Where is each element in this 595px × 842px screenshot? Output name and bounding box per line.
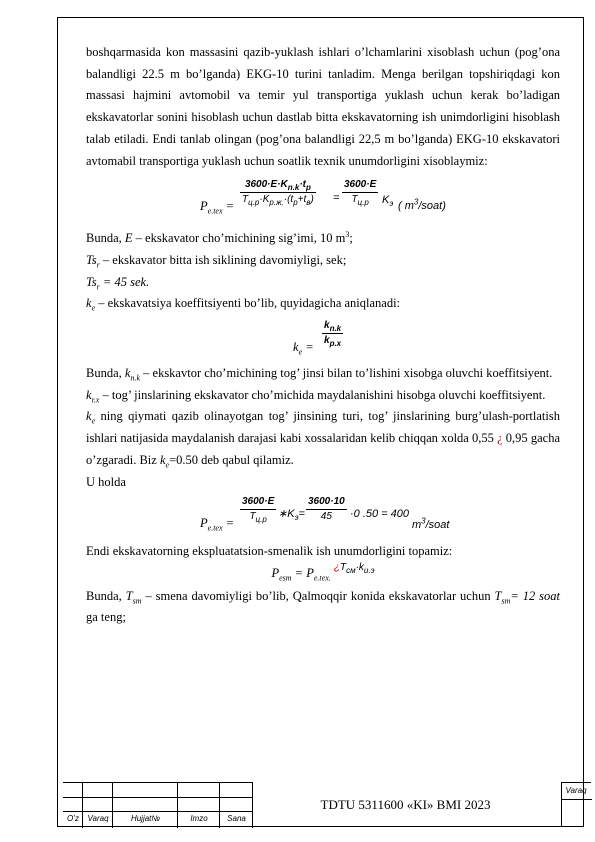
paragraph-knk: Bunda, $k_{n.k}$ – ekskavtor cho’michining tog’ jinsi bilan to’lishini xisobga oluvchi koeffitsiyent.	[86, 366, 553, 383]
document-body	[86, 42, 560, 629]
label-sana: Sana	[227, 814, 246, 823]
formula1-fraction1: $3600\cdot E\cdot K_{n.k}\cdot t_p$ $T_{ц.р}\cdot K_{p.ж.}\cdot(t_p+t_в)$	[242, 179, 314, 208]
title-block-grid	[63, 782, 253, 828]
formula-hourly-productivity: $P_{e.tex}$ = $3600\cdot E\cdot K_{n.k}\cdot t_p$ $T_{ц.р}\cdot K_{p.ж.}\cdot(t_p+t_в)$ = 3600·E $T_{ц.р}$ $K_э$ ( $m^3/soat$)	[86, 172, 560, 228]
paragraph-krx: $k_{r.x}$ – tog’ jinslarining ekskavator cho’michida maydalanishini hisobga oluvchi koeffitsiyent.	[86, 387, 546, 405]
formula3-fraction1: 3600·E $T_{ц.р}$	[242, 496, 275, 525]
label-oz: O’z	[67, 814, 79, 823]
line-endi: Endi ekskavatorning ekspluatatsion-smenalik ish unumdorligini topamiz:	[86, 544, 453, 559]
paragraph-intro: boshqarmasida kon massasini qazib-yuklash ishlari o’lchamlarini xisoblash uchun (pog’ona balandligi 22.5 m bo’lganda) EKG-10 turini tanladim. Menga berilgan topshiriqdagi kon massasi hajmini avtomobil va temir yul transportiga yuklash uchun kerak bo’ladigan ekskavatorlar sonini hisoblash uchun dastlab bitta ekskavatorning ish unimdorligini hisoblash talab etiladi. Endi tanlab olingan (pog’ona balandligi 22,5 m bo’lganda) EKG-10 ekskavatori avtomabil transportiga yuklash uchun soatlik texnik unumdorligini xisoblaymiz:	[86, 45, 560, 168]
label-varaq: Varaq	[87, 814, 109, 823]
line-bunda-e: Bunda, E – ekskavator cho’michining sig’imi, 10 $m^3$;	[86, 230, 353, 246]
formula1-unit: ( $m^3/soat$)	[398, 197, 446, 213]
title-block	[63, 782, 590, 827]
paragraph-ke-value: $k_e$ ning qiymati qazib olinayotgan tog’ jinsining turi, tog’ jinslarining burg’ulash-portlatish ishlari natijasida maydalanish darajasi kabi xossalaridan kelib chiqqan xolda 0,55 ¿ 0,95 gacha o’zgaradi. Biz $k_e=0.50$ deb qabul qilamiz.	[86, 409, 560, 470]
formula-hourly-result: $P_{e.tex}$ = 3600·E $T_{ц.р}$ $∗K_э=$ $\frac{3600\cdot 10}{45}$ ·0 .50 = 400 $m^3$/soat	[86, 493, 560, 541]
line-u-holda: U holda	[86, 474, 126, 489]
line-ts-definition: $Ts_r$ – ekskavator bitta ish siklining davomiyligi, sek;	[86, 252, 347, 270]
document-code-title: TDTU 5311600 «KI» BMI 2023	[320, 797, 491, 812]
formula1-lhs: P	[200, 199, 208, 214]
line-ts-value: $Ts_r = 45$ sek.	[86, 274, 150, 292]
formula3-unit: $m^3$/soat	[412, 516, 450, 532]
paragraph-tsm: Bunda, $T_{sm}$ – smena davomiyligi bo’lib, Qalmoqqir konida ekskavatorlar uchun $T_{sm}= 12$ soat ga teng;	[86, 588, 561, 625]
label-hujjat: Hujjat№	[130, 814, 161, 823]
line-ke-definition: $k_e$ – ekskavatsiya koeffitsiyenti bo’lib, quyidagicha aniqlanadi:	[86, 296, 401, 313]
varaq-label: Varaq	[565, 786, 587, 795]
page-number-box	[561, 782, 591, 827]
formula3-fraction2: $\frac{3600\cdot 10}{45}$	[308, 496, 345, 523]
formula-shift-productivity: $P_{esm} = P_{e.tex.}$ $^{¿T_{см}\cdot k_{и.э}}$	[271, 561, 375, 583]
formula1-fraction2: 3600·E $T_{ц.р}$	[344, 179, 377, 208]
label-imzo: Imzo	[190, 814, 208, 823]
formula-ke: $k_e$ = $\frac{k_{n.k}}{k_{p.x}}$	[293, 320, 342, 357]
formula2-fraction: $\frac{k_{n.k}}{k_{p.x}}$	[324, 320, 342, 349]
